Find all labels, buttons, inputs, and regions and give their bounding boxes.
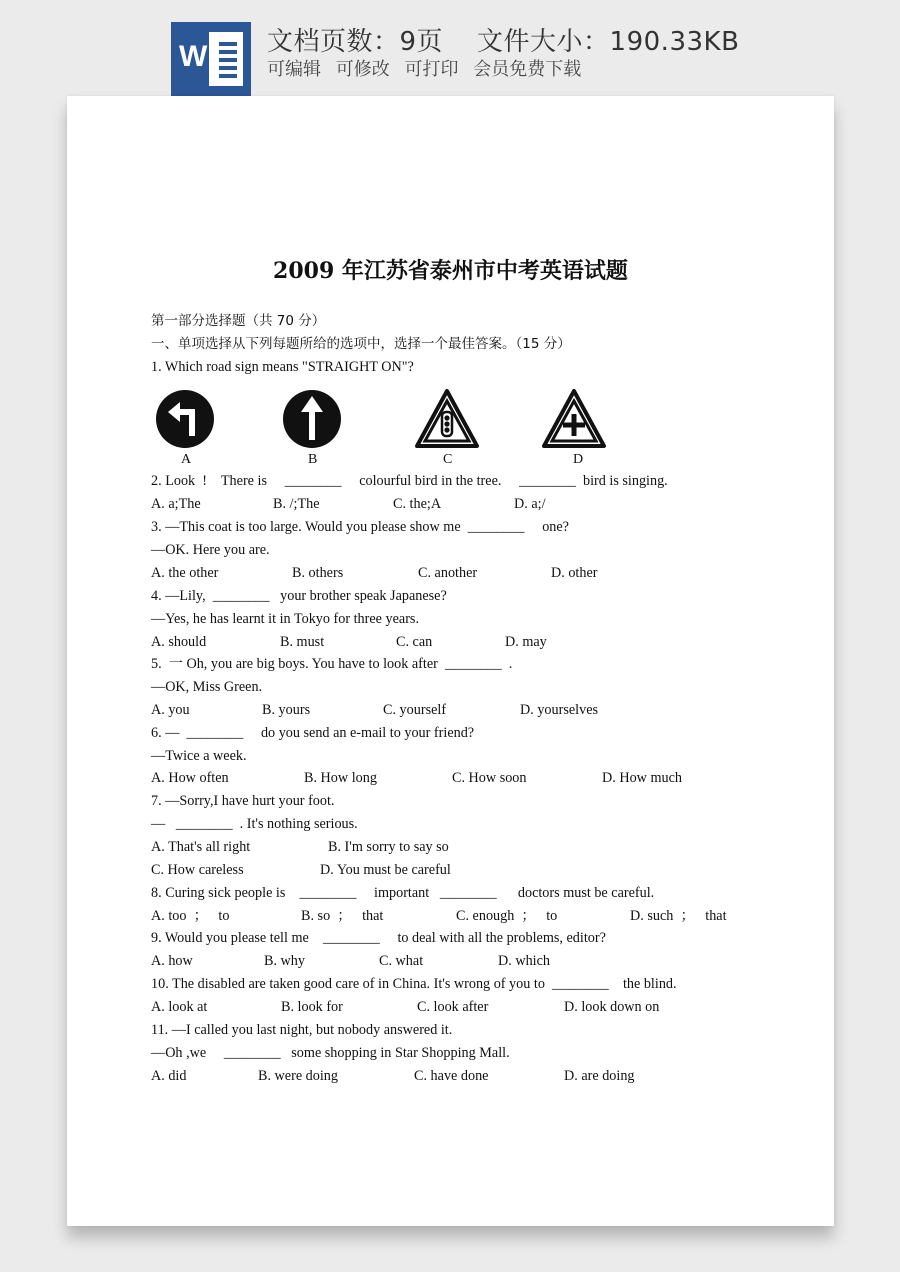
question-6-reply: —Twice a week. [151,748,247,764]
question-7-reply: — ________ . It's nothing serious. [151,816,358,832]
question-4: 4. —Lily, ________ your brother speak Japanese? [151,588,447,604]
question-5-reply: —OK, Miss Green. [151,679,263,695]
q10-option-d: D. look down on [564,999,660,1015]
permission-member-download: 会员免费下载 [473,59,582,80]
q3-option-c: C. another [418,565,478,581]
turn-left-sign-icon [154,388,216,450]
sign-label-a: A [181,452,192,467]
q2-option-d: D. a;/ [514,496,546,512]
q11-option-c: C. have done [414,1068,489,1084]
q2-option-b: B. /;The [273,496,320,512]
page-title: 2009 年江苏省泰州市中考英语试题 [273,258,628,284]
question-1: 1. Which road sign means "STRAIGHT ON"? [151,359,414,375]
q10-option-b: B. look for [281,999,343,1015]
q4-option-d: D. may [505,634,547,650]
q4-option-c: C. can [396,634,433,650]
page-count: 文档页数：9页 [267,27,444,57]
q3-option-a: A. the other [151,565,219,581]
crossroads-warning-sign-icon [541,388,607,450]
question-4-reply: —Yes, he has learnt it in Tokyo for three years. [151,611,419,627]
q8-option-c: C. enough ； to [456,908,558,924]
q11-option-d: D. are doing [564,1068,635,1084]
q9-option-c: C. what [379,953,424,969]
question-3: 3. —This coat is too large. Would you please show me ________ one? [151,519,569,535]
q7-option-b: B. I'm sorry to say so [328,839,449,855]
q7-option-c: C. How careless [151,862,244,878]
q8-option-a: A. too ； to [151,908,230,924]
document-page [67,96,834,1226]
q11-option-a: A. did [151,1068,187,1084]
q4-option-b: B. must [280,634,325,650]
permission-printable: 可打印 [404,59,459,80]
q10-option-a: A. look at [151,999,208,1015]
question-5: 5. 一 Oh, you are big boys. You have to look after ________ . [151,656,513,672]
straight-on-sign-icon [281,388,343,450]
q3-option-b: B. others [292,565,344,581]
question-10: 10. The disabled are taken good care of in China. It's wrong of you to ________ the blind. [151,976,677,992]
q3-option-d: D. other [551,565,598,581]
q6-option-b: B. How long [304,770,377,786]
word-document-icon [171,22,251,96]
q2-option-a: A. a;The [151,496,201,512]
section-heading: 一、单项选择从下列每题所给的选项中，选择一个最佳答案。（15 分） [151,336,571,352]
q4-option-a: A. should [151,634,207,650]
question-2: 2. Look ! There is ________ colourful bird in the tree. ________ bird is singing. [151,473,668,489]
q8-option-d: D. such ； that [630,908,727,924]
q9-option-a: A. how [151,953,193,969]
q5-option-a: A. you [151,702,190,718]
question-9: 9. Would you please tell me ________ to deal with all the problems, editor? [151,930,606,946]
q5-option-b: B. yours [262,702,311,718]
question-3-reply: —OK. Here you are. [151,542,270,558]
file-size: 文件大小：190.33KB [477,27,740,57]
q7-option-a: A. That's all right [151,839,251,855]
permission-list [267,55,581,81]
q11-option-b: B. were doing [258,1068,338,1084]
sign-label-b: B [308,452,318,467]
question-8: 8. Curing sick people is ________ important ________ doctors must be careful. [151,885,655,901]
document-info-banner [0,0,900,96]
permission-modifiable: 可修改 [335,59,390,80]
q6-option-d: D. How much [602,770,682,786]
q6-option-c: C. How soon [452,770,527,786]
sign-label-d: D [573,452,584,467]
q9-option-d: D. which [498,953,551,969]
document-meta [267,21,739,58]
q6-option-a: A. How often [151,770,229,786]
q5-option-d: D. yourselves [520,702,599,718]
traffic-light-warning-sign-icon [414,388,480,450]
word-logo-letter: W [179,40,208,73]
q10-option-c: C. look after [417,999,489,1015]
q2-option-c: C. the;A [393,496,442,512]
q5-option-c: C. yourself [383,702,447,718]
permission-editable: 可编辑 [267,59,321,80]
question-11-reply: —Oh ,we ________ some shopping in Star Shopping Mall. [151,1045,510,1061]
question-6: 6. — ________ do you send an e-mail to your friend? [151,725,475,741]
part-heading: 第一部分选择题（共 70 分） [151,313,326,329]
question-7: 7. —Sorry,I have hurt your foot. [151,793,335,809]
q9-option-b: B. why [264,953,305,969]
sign-label-c: C [443,452,453,467]
q7-option-d: D. You must be careful [320,862,451,878]
question-11: 11. —I called you last night, but nobody answered it. [151,1022,453,1038]
q8-option-b: B. so ； that [301,908,384,924]
